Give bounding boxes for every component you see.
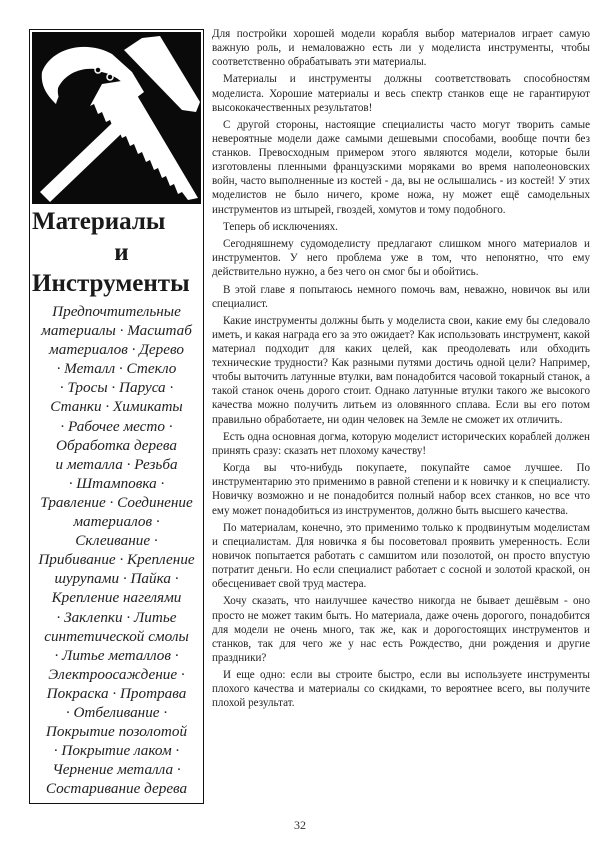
topics-line: Обработка дерева — [56, 436, 177, 454]
topics-line: · Заклепки · Литье — [56, 608, 177, 626]
topics-line: · Литье металлов · — [54, 646, 179, 664]
topics-line: Электроосаждение · — [48, 665, 185, 683]
body-paragraph: Материалы и инструменты должны соответствовать способностям моделиста. Хорошие материалы и весь спектр станков еще не гарантируют высококачественных результатов! — [212, 73, 590, 114]
topics-line: · Штамповка · — [68, 474, 165, 492]
topics-line: Покрытие позолотой — [45, 723, 188, 741]
topics-line: · Отбеливание · — [65, 703, 168, 721]
topics-line: материалов · — [73, 513, 160, 531]
chapter-sidebar-box — [29, 29, 204, 804]
topics-line: и металла · Резьба — [55, 455, 178, 473]
body-paragraph: Когда вы что-нибудь покупаете, покупайте самое лучшее. По инструментарию это применимо в равной степени и к новичку и к специалисту. Новичку возможно и не понадобится полный набор всех станков, но все что ему может понадобиться из инструментов, должно быть высшего качества. — [212, 462, 590, 517]
topics-line: Прибивание · Крепление — [38, 551, 195, 569]
body-paragraph: Есть одна основная догма, которую моделист исторических кораблей должен принять сразу: сказать нет плохому качеству! — [212, 430, 590, 457]
saw-and-hammer-icon — [32, 32, 201, 204]
body-paragraph: По материалам, конечно, это применимо только к продвинутым моделистам и специалистам. Для новичка я бы посоветовал проявить умеренность. Если новичок попытается работать с самшитом или позолотой, он просто впустую потратит деньги. Но если специалист работает с сосной и золотой краской, он обесценивает свой труд мастера. — [212, 521, 590, 591]
topics-line: шурупами · Пайка · — [54, 570, 179, 588]
topics-line: · Тросы · Паруса · — [59, 379, 174, 397]
body-paragraph: Какие инструменты должны быть у моделиста свои, какие ему бы следовало иметь, и какая награда его за это ожидает? Как использовать инструмент, какой материал подходит для каких целей, как преодолевать или обходить технические трудности? Как разными путями достичь одной цели? Например, чтобы выточить латунные втулки, вам понадобится часовой токарный станок, а такой станок очень дорого стоит. Однако латунные втулки такого же высокого качества можно получить литьем из оловянного сплава. Если вы его потом правильно обработаете, ни один человек на Земле не сможет их отличить. — [212, 314, 590, 426]
topics-line: · Рабочее место · — [60, 417, 173, 435]
topics-line: Чернение металла · — [52, 761, 181, 779]
topics-line: Станки · Химикаты — [50, 398, 183, 416]
topics-line: материалов · Дерево — [49, 341, 184, 359]
topics-line: Состаривание дерева — [45, 780, 188, 798]
topics-line: Склеивание · — [75, 532, 158, 550]
body-paragraph: И еще одно: если вы строите быстро, если вы используете инструменты плохого качества и материалы со скидками, то вероятнее всего, вы получите плохой результат. — [212, 669, 590, 710]
body-paragraph: Для постройки хорошей модели корабля выбор материалов играет самую важную роль, и немаловажно есть ли у моделиста инструменты, чтобы соответственно обрабатывать эти материалы. — [212, 28, 590, 69]
chapter-emblem — [32, 32, 201, 204]
topics-line: Предпочтительные — [52, 303, 181, 320]
topics-line: Травление · Соединение — [40, 493, 193, 511]
chapter-topics-list — [32, 302, 201, 798]
topics-line: синтетической смолы — [44, 627, 189, 645]
topics-line: · Покрытие лаком · — [53, 742, 180, 760]
body-text-column — [212, 27, 590, 714]
topics-line: Покраска · Протрава — [46, 684, 187, 702]
body-paragraph: Сегодняшнему судомоделисту предлагают слишком много материалов и инструментов. У него проблема уже в том, что непонятно, что ему действительно нужно, а без чего он смог бы и обойтись. — [212, 238, 590, 279]
topics-line: Крепление нагелями — [51, 589, 182, 607]
chapter-title-line-1: Материалы — [32, 208, 166, 235]
page-number: 32 — [294, 818, 306, 832]
body-paragraph: В этой главе я попытаюсь немного помочь вам, неважно, новичок вы или специалист. — [212, 283, 590, 310]
body-paragraph: Теперь об исключениях. — [223, 220, 338, 233]
body-paragraph: С другой стороны, настоящие специалисты часто могут творить самые невероятные модели даже самыми дешевыми способами, вообще почти без станков. Превосходным примером этого являются модели, которые были изготовлены пленными французскими моряками во время наполеоновских войн, часто выполненные из костей - да, вы не ослышались - из костей! У этих моделистов не было ничего, кроме ножа, ну может ещё самодельных инструментов из штырей, гвоздей, хомутов и тому подобного. — [212, 118, 590, 216]
chapter-title-line-2: и — [114, 239, 129, 266]
topics-line: · Металл · Стекло — [56, 360, 177, 378]
body-paragraph: Хочу сказать, что наилучшее качество никогда не бывает дешёвым - оно просто не может таким быть. Но материала, даже очень дорогого, понадобится для модели не очень много, так же, как и дорогостоящих инструментов и станков, так для чего же у нас есть Рождество, дни рождения и другие праздники? — [212, 595, 590, 664]
chapter-title-line-3: Инструменты — [32, 270, 190, 297]
topics-line: материалы · Масштаб — [41, 322, 192, 340]
chapter-title — [30, 206, 203, 299]
